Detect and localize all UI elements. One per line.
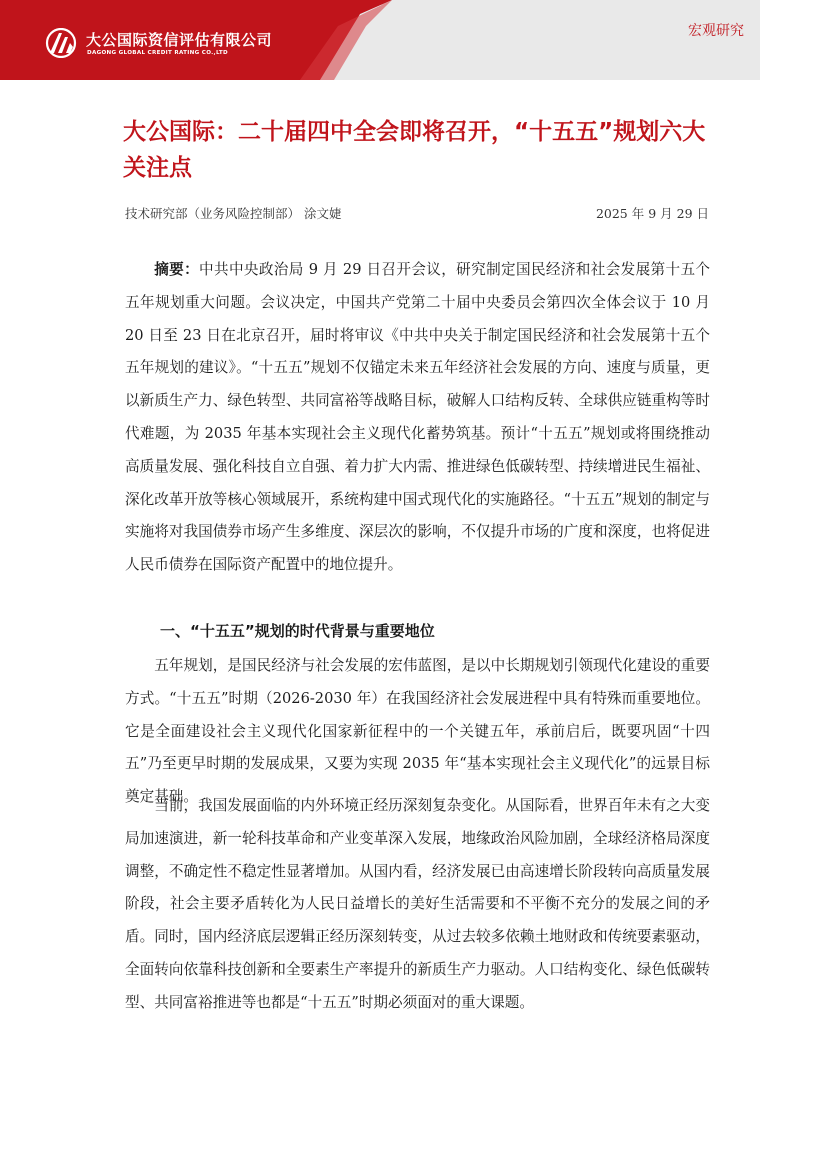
abstract-label: 摘要： xyxy=(154,261,200,278)
dagong-logo-icon xyxy=(44,28,78,58)
body-paragraph: 当前，我国发展面临的内外环境正经历深刻复杂变化。从国际看，世界百年未有之大变局加速演进，新一轮科技革命和产业变革深入发展，地缘政治风险加剧，全球经济格局深度调整，不确定性不稳定性显著增加。从国内看，经济发展已由高速增长阶段转向高质量发展阶段，社会主要矛盾转化为人民日益增长的美好生活需要和不平衡不充分的发展之间的矛盾。同时，国内经济底层逻辑正经历深刻转变，从过去较多依赖土地财政和传统要素驱动，全面转向依靠科技创新和全要素生产率提升的新质生产力驱动。人口结构变化、绿色低碳转型、共同富裕推进等也都是“十五五”时期必须面对的重大课题。 xyxy=(125,797,710,1011)
report-date: 2025 年 9 月 29 日 xyxy=(595,206,709,221)
body-paragraph: 五年规划，是国民经济与社会发展的宏伟蓝图，是以中长期规划引领现代化建设的重要方式。“十五五”时期（2026-2030 年）在我国经济社会发展进程中具有特殊而重要地位。它是全面建设社会主义现代化国家新征程中的一个关键五年，承前启后，既要巩固“十四五”乃至更早时期的发展成果，又要为实现 2035 年“基本实现社会主义现代化”的远景目标奠定基础。 xyxy=(125,657,710,806)
abstract-text: 中共中央政治局 9 月 29 日召开会议，研究制定国民经济和社会发展第十五个五年规划重大问题。会议决定，中国共产党第二十届中央委员会第四次全体会议于 10 月 20 日至 23 日在北京召开，届时将审议《中共中央关于制定国民经济和社会发展第十五个五年规划的建议》。“十五五”规划不仅锚定未来五年经济社会发展的方向、速度与质量，更以新质生产力、绿色转型、共同富裕等战略目标，破解人口结构反转、全球供应链重构等时代难题，为 2035 年基本实现社会主义现代化蓄势筑基。预计“十五五”规划或将围绕推动高质量发展、强化科技自立自强、着力扩大内需、推进绿色低碳转型、持续增进民生福祉、深化改革开放等核心领域展开，系统构建中国式现代化的实施路径。“十五五”规划的制定与实施将对我国债券市场产生多维度、深层次的影响，不仅提升市场的广度和深度，也将促进人民币债券在国际资产配置中的地位提升。 xyxy=(125,261,710,574)
brand-name-cn: 大公国际资信评估有限公司 xyxy=(86,31,273,49)
page-header xyxy=(0,0,826,80)
author-line: 技术研究部（业务风险控制部） 涂文婕 xyxy=(125,206,342,221)
section-tag: 宏观研究 xyxy=(688,23,744,39)
section-heading: 一、“十五五”规划的时代背景与重要地位 xyxy=(160,622,435,640)
report-title: 大公国际：二十届四中全会即将召开，“十五五”规划六大关注点 xyxy=(123,119,706,181)
brand-name-en: DAGONG GLOBAL CREDIT RATING CO.,LTD xyxy=(87,50,228,56)
report-meta xyxy=(125,204,709,222)
abstract-paragraph xyxy=(125,254,710,582)
